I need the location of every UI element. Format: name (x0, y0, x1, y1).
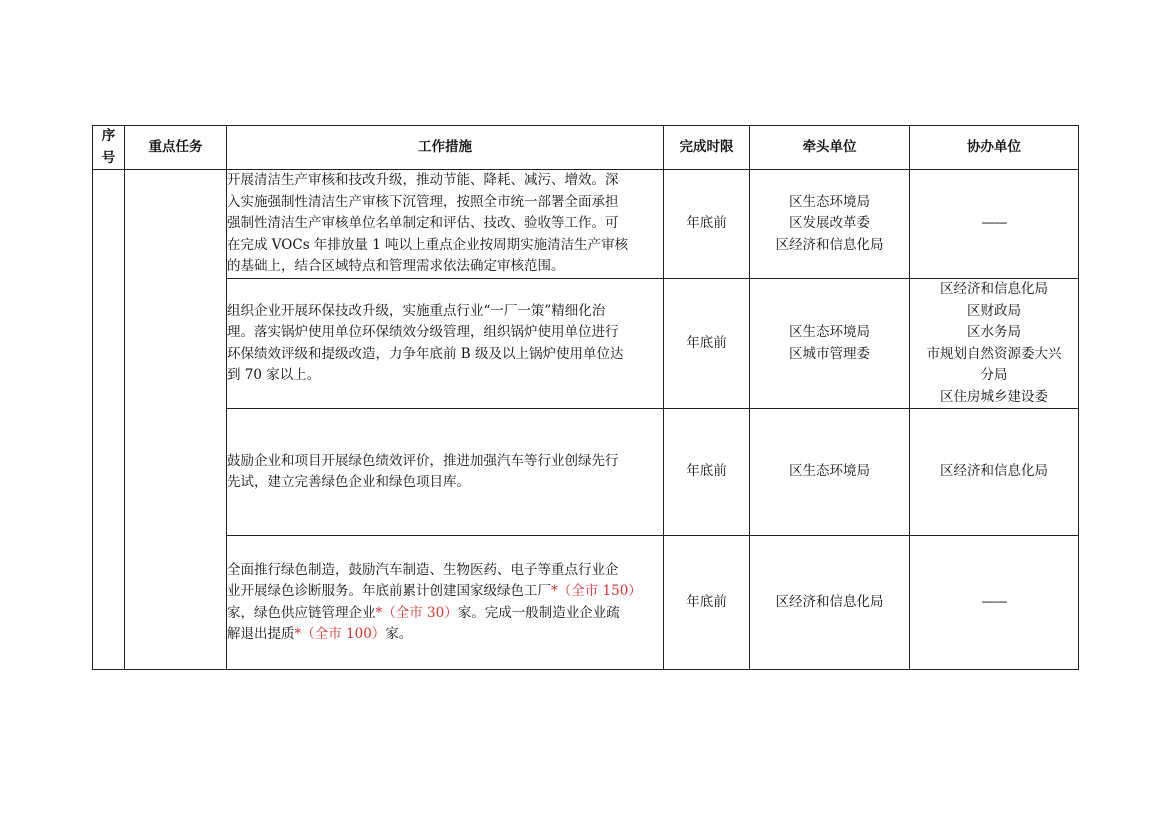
measure-line: 环保绩效评级和提级改造，力争年底前 B 级及以上锅炉使用单位达 (227, 345, 624, 362)
header-assist: 协办单位 (910, 126, 1079, 170)
assist-unit: 区财政局 (967, 302, 1021, 319)
deadline-cell: 年底前 (664, 536, 750, 670)
header-lead: 牵头单位 (750, 126, 910, 170)
citywide-target: *（全市 30） (375, 604, 458, 621)
measure-line: 先试，建立完善绿色企业和绿色项目库。 (227, 474, 470, 490)
citywide-target: *（全市 150） (551, 583, 642, 599)
assist-unit: 区经济和信息化局 (940, 281, 1048, 297)
lead-unit: 区生态环境局 (789, 193, 870, 210)
measure-cell (227, 279, 664, 409)
measure-line: 在完成 VOCs 年排放量 1 吨以上重点企业按周期实施清洁生产审核 (227, 236, 629, 253)
lead-unit: 区发展改革委 (789, 215, 870, 232)
measure-line: 开展清洁生产审核和技改升级，推动节能、降耗、减污、增效。深 (227, 172, 619, 189)
table-row (93, 536, 1079, 670)
header-seq (93, 126, 125, 170)
measure-line: 的基础上，结合区域特点和管理需求依法确定审核范围。 (227, 258, 565, 275)
assist-cell (910, 409, 1079, 536)
measure-line: 强制性清洁生产审核单位名单制定和评估、技改、验收等工作。可 (227, 215, 619, 232)
task-cell (125, 170, 227, 670)
lead-cell (750, 279, 910, 409)
assist-unit: 分局 (980, 367, 1008, 383)
header-deadline: 完成时限 (664, 126, 750, 170)
assist-unit: 区经济和信息化局 (940, 463, 1048, 480)
lead-unit: 区生态环境局 (789, 324, 870, 340)
lead-cell (750, 170, 910, 279)
measure-line: 家，绿色供应链管理企业 (227, 604, 376, 621)
header-seq-line1: 序 (101, 128, 116, 144)
seq-cell (93, 170, 125, 670)
assist-cell (910, 536, 1079, 670)
table-row (93, 279, 1079, 409)
lead-unit: 区城市管理委 (789, 345, 870, 362)
assist-unit: 区住房城乡建设委 (940, 388, 1048, 405)
measure-line: 理。落实锅炉使用单位环保绩效分级管理，组织锅炉使用单位进行 (227, 324, 619, 340)
measure-cell (227, 170, 664, 279)
header-row (93, 126, 1079, 170)
header-task: 重点任务 (125, 126, 227, 170)
deadline-cell: 年底前 (664, 409, 750, 536)
lead-unit: 区生态环境局 (789, 463, 870, 480)
measure-line: 到 70 家以上。 (227, 367, 321, 383)
measure-cell (227, 536, 664, 670)
measure-line: 入实施强制性清洁生产审核下沉管理，按照全市统一部署全面承担 (227, 193, 619, 210)
lead-unit: 区经济和信息化局 (775, 236, 884, 253)
measure-line: 解退出提质 (227, 626, 295, 642)
assist-cell (910, 170, 1079, 279)
header-seq-line2: 号 (101, 149, 116, 166)
lead-unit: 区经济和信息化局 (775, 593, 884, 610)
table-row (93, 409, 1079, 536)
measure-cell (227, 409, 664, 536)
assist-unit: 市规划自然资源委大兴 (926, 345, 1062, 362)
deadline-cell: 年底前 (664, 279, 750, 409)
measure-line: 鼓励企业和项目开展绿色绩效评价，推进加强汽车等行业创绿先行 (227, 452, 619, 469)
measure-line: 全面推行绿色制造，鼓励汽车制造、生物医药、电子等重点行业企 (227, 561, 619, 578)
measure-line: 业开展绿色诊断服务。年底前累计创建国家级绿色工厂 (227, 583, 551, 599)
assist-unit: 区水务局 (967, 324, 1021, 340)
measure-line: 家。完成一般制造业企业疏 (457, 604, 620, 621)
table-row (93, 170, 1079, 279)
measure-line: 家。 (385, 626, 413, 642)
assist-cell (910, 279, 1079, 409)
lead-cell (750, 536, 910, 670)
deadline-cell: 年底前 (664, 170, 750, 279)
task-table (92, 125, 1079, 670)
header-measure: 工作措施 (227, 126, 664, 170)
assist-unit: —— (981, 215, 1007, 232)
measure-line: 组织企业开展环保技改升级，实施重点行业“一厂一策”精细化治 (227, 302, 606, 319)
assist-unit: —— (981, 593, 1007, 610)
lead-cell (750, 409, 910, 536)
citywide-target: *（全市 100） (294, 626, 386, 642)
